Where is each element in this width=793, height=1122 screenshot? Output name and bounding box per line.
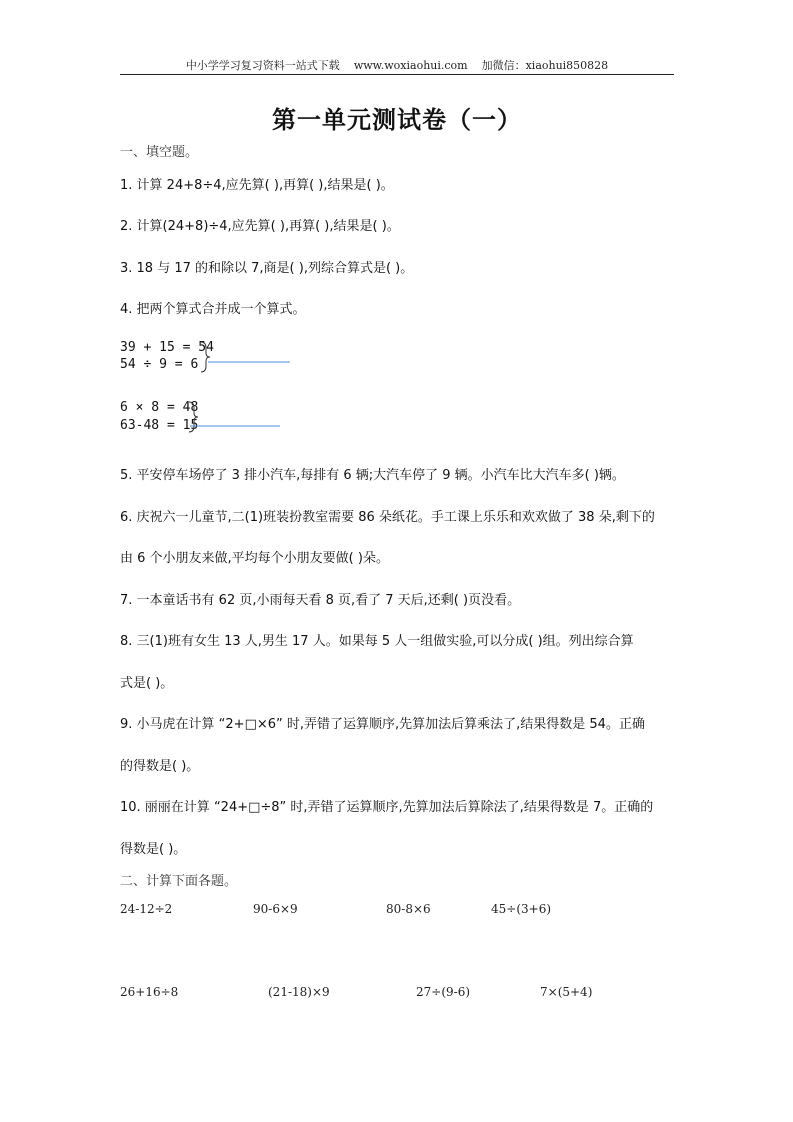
section-2-heading: 二、计算下面各题。	[120, 874, 238, 889]
header-left-text: 中小学学习复习资料一站式下载	[185, 59, 340, 72]
calc-r2-c1: 26+16÷8	[120, 985, 179, 999]
question-9-line-1: 9. 小马虎在计算 “2+□×6” 时,弄错了运算顺序,先算加法后算乘法了,结果得数是 54。正确	[120, 717, 645, 732]
question-6-line-1: 6. 庆祝六一儿童节,二(1)班装扮教室需要 86 朵纸花。手工课上乐乐和欢欢做了 38 朵,剩下的	[120, 510, 655, 525]
q4-pair1-brace-line	[198, 340, 298, 374]
question-4: 4. 把两个算式合并成一个算式。	[120, 302, 306, 317]
question-2: 2. 计算(24+8)÷4,应先算( ),再算( ),结果是( )。	[120, 219, 400, 234]
calc-r1-c3: 80-8×6	[386, 902, 431, 916]
section-1-heading: 一、填空题。	[120, 145, 199, 160]
q4-pair2-eq2: 63-48 = 15	[120, 418, 199, 433]
question-3: 3. 18 与 17 的和除以 7,商是( ),列综合算式是( )。	[120, 261, 414, 276]
calc-r1-c1: 24-12÷2	[120, 902, 173, 916]
q4-pair2-brace-line	[186, 400, 286, 434]
question-5: 5. 平安停车场停了 3 排小汽车,每排有 6 辆;大汽车停了 9 辆。小汽车比大汽车多( )辆。	[120, 468, 625, 483]
header-site-link[interactable]: www.woxiaohui.com	[353, 59, 468, 72]
question-8-line-1: 8. 三(1)班有女生 13 人,男生 17 人。如果每 5 人一组做实验,可以分成( )组。列出综合算	[120, 634, 634, 649]
q4-pair1-eq2: 54 ÷ 9 = 6	[120, 357, 199, 372]
question-8-line-2: 式是( )。	[120, 676, 174, 691]
header-divider	[120, 74, 674, 75]
calc-r2-c2: (21-18)×9	[268, 985, 330, 999]
page-title: 第一单元测试卷（一）	[272, 106, 522, 134]
calc-r1-c4: 45÷(3+6)	[491, 902, 552, 916]
q4-pair2-eq1: 6 × 8 = 48	[120, 400, 199, 415]
question-9-line-2: 的得数是( )。	[120, 759, 200, 774]
question-1: 1. 计算 24+8÷4,应先算( ),再算( ),结果是( )。	[120, 178, 394, 193]
question-10-line-1: 10. 丽丽在计算 “24+□÷8” 时,弄错了运算顺序,先算加法后算除法了,结果得数是 7。正确的	[120, 800, 654, 815]
question-7: 7. 一本童话书有 62 页,小雨每天看 8 页,看了 7 天后,还剩( )页没看。	[120, 593, 521, 608]
q4-pair1-eq1: 39 + 15 = 54	[120, 340, 214, 355]
calc-r2-c3: 27÷(9-6)	[416, 985, 471, 999]
question-6-line-2: 由 6 个小朋友来做,平均每个小朋友要做( )朵。	[120, 551, 389, 566]
calc-r2-c4: 7×(5+4)	[540, 985, 593, 999]
page-header	[120, 57, 674, 73]
calc-r1-c2: 90-6×9	[253, 902, 298, 916]
question-10-line-2: 得数是( )。	[120, 842, 187, 857]
header-contact: 加微信：xiaohui850828	[481, 59, 609, 72]
